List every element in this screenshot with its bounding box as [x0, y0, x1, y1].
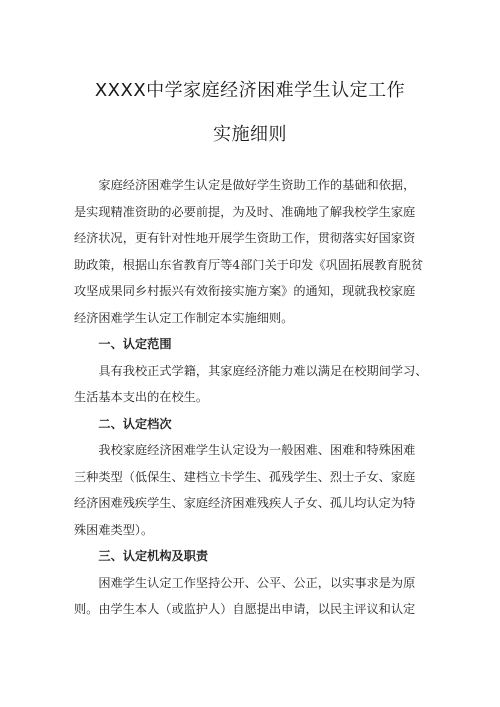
section-organization-line: 则。由学生本人（或监护人）自愿提出申请，以民主评议和认定: [74, 602, 416, 616]
section-levels-paragraph: [74, 437, 432, 543]
section-levels-line: 殊困难类型）。: [74, 522, 154, 537]
intro-paragraph: [74, 172, 432, 331]
document-subtitle: 实施细则: [213, 124, 287, 145]
document-title: XXXX中学家庭经济困难学生认定工作: [94, 80, 406, 101]
intro-line: 是实现精准资助的必要前提，为及时、准确地了解我校学生家庭: [74, 204, 416, 219]
intro-line: 经济困难学生认定工作制定本实施细则。: [74, 310, 294, 325]
intro-line: 攻坚成果同乡村振兴有效衔接实施方案》的通知，现就我校家庭: [74, 284, 416, 298]
section-scope-line: 生活基本支出的在校生。: [74, 390, 209, 404]
section-levels-line: 我校家庭经济困难学生认定设为一般困难、困难和特殊困难: [98, 443, 416, 457]
section-heading-organization: 三、认定机构及职责: [98, 549, 209, 563]
intro-line: 助政策，根据山东省教育厅等4部门关于印发《巩固拓展教育脱贫: [74, 257, 424, 272]
document-body: [74, 172, 432, 623]
section-organization-line: 困难学生认定工作坚持公开、公平、公正，以实事求是为原: [98, 575, 416, 590]
section-levels-line: 三种类型（低保生、建档立卡学生、孤残学生、烈士子女、家庭: [74, 469, 416, 484]
section-organization-paragraph: [74, 570, 432, 623]
intro-line: 家庭经济困难学生认定是做好学生资助工作的基础和依据，: [98, 178, 416, 192]
section-heading-scope: 一、认定范围: [98, 337, 172, 351]
section-scope-paragraph: [74, 358, 432, 411]
section-heading-levels: 二、认定档次: [98, 416, 172, 431]
section-scope-line: 具有我校正式学籍，其家庭经济能力难以满足在校期间学习、: [98, 363, 428, 378]
section-levels-line: 经济困难残疾学生、家庭经济困难残疾人子女、孤儿均认定为特: [74, 496, 416, 510]
intro-line: 经济状况，更有针对性地开展学生资助工作，贯彻落实好国家资: [74, 231, 416, 245]
